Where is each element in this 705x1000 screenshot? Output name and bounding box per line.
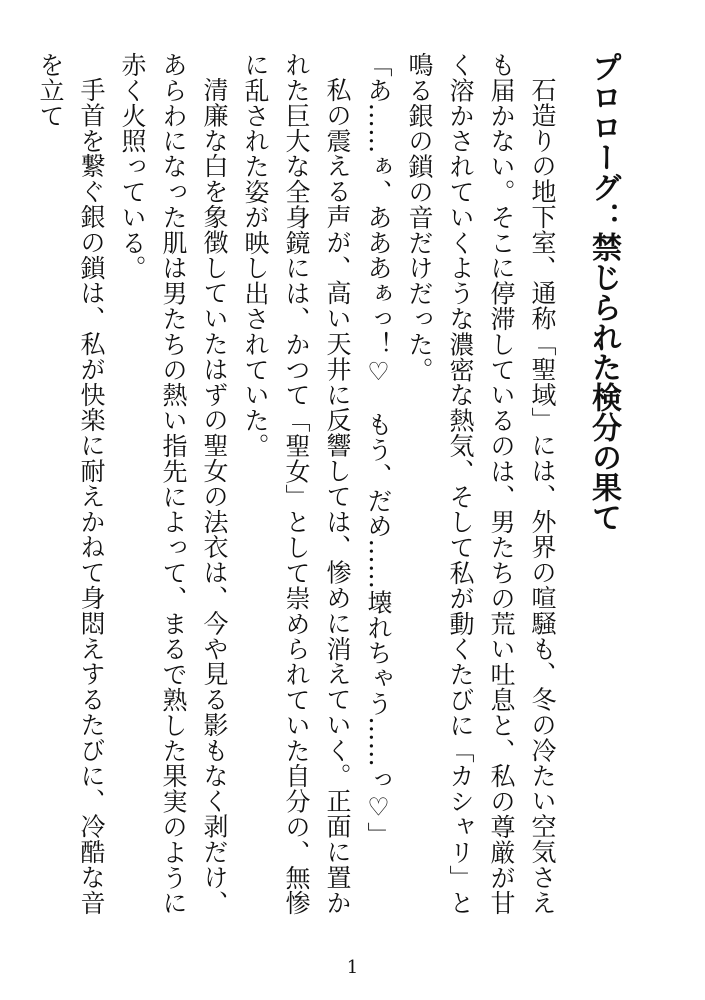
- paragraph-1: 石造りの地下室、通称「聖域」には、外界の喧騒も、冬の冷たい空気さえも届かない。そこに停滞しているのは、男たちの荒い吐息と、私の尊厳が甘く溶かされていくような濃密な熱気、そして私が動くたびに「カシャリ」と鳴る銀の鎖の音だけだった。: [405, 52, 557, 916]
- page-number: 1: [346, 957, 359, 978]
- paragraph-dialogue: 「あ……ぁ、あああぁっ！♡ もう、だめ……壊れちゃう……っ♡」: [364, 52, 393, 848]
- paragraph-3: 私の震える声が、高い天井に反響しては、惨めに消えていく。正面に置かれた巨大な全身鏡には、かつて「聖女」として崇められていた自分の、無惨に乱された姿が映し出されていた。: [241, 52, 352, 916]
- chapter-title: プロローグ：禁じられた検分の果て: [586, 52, 621, 532]
- paragraph-4: 清廉な白を象徴していたはずの聖女の法衣は、今や見る影もなく剥だけ、あらわになった肌は男たちの熱い指先によって、まるで熟した果実のように赤く火照っている。: [118, 52, 229, 916]
- vertical-text-body: [30, 52, 627, 932]
- paragraph-5: 手首を繋ぐ銀の鎖は、私が快楽に耐えかねて身悶えするたびに、冷酷な音を立て: [36, 52, 106, 916]
